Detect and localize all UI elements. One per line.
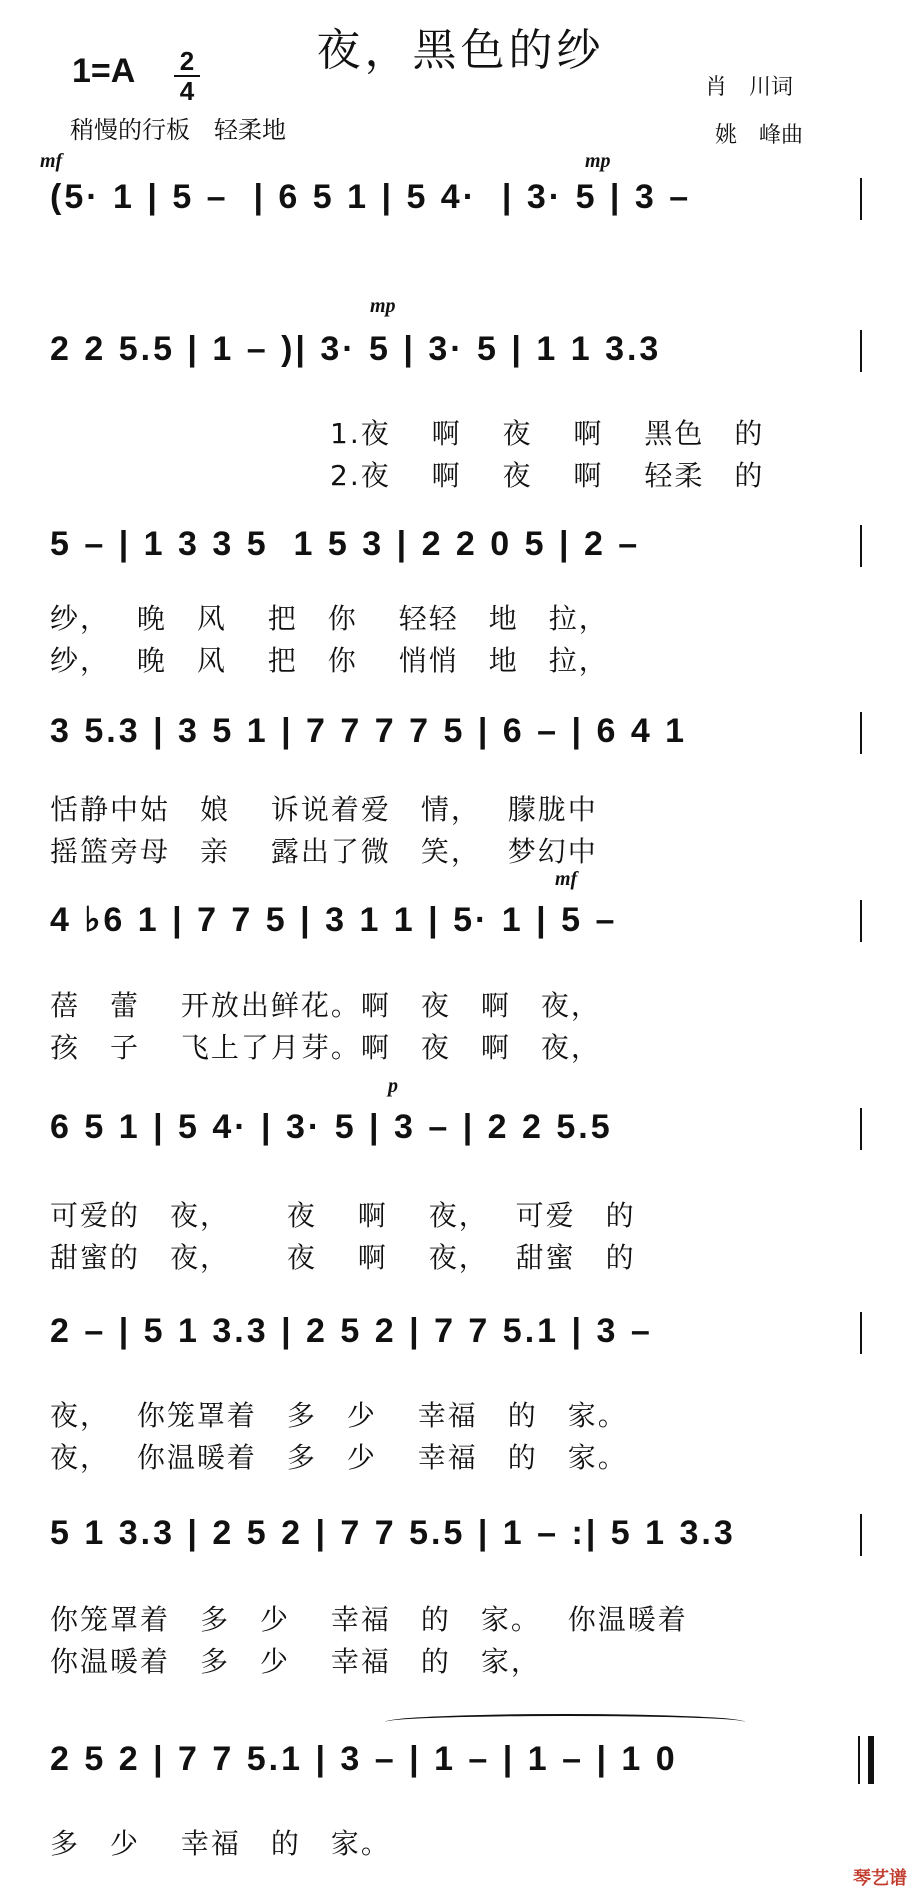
composer-credit: 姚 峰曲 — [715, 123, 804, 148]
barline — [860, 712, 862, 754]
lyric-verse-1: 夜， 你笼罩着 多 少 幸福 的 家。 — [50, 1399, 628, 1432]
volta-slur — [385, 1714, 745, 1730]
notation-line: 5 – | 1 3 3 5 1 5 3 | 2 2 0 5 | 2 – — [50, 525, 641, 563]
lyric-verse-2: 孩 子 飞上了月芽。啊 夜 啊 夜， — [50, 1031, 601, 1064]
dynamic-mark: mf — [555, 868, 578, 890]
notation-line: 6 5 1 | 5 4· | 3· 5 | 3 – | 2 2 5.5 — [50, 1108, 613, 1146]
score-system — [0, 178, 921, 278]
notation-line: 2 – | 5 1 3.3 | 2 5 2 | 7 7 5.1 | 3 – — [50, 1312, 653, 1350]
lyric-verse-2: 2.夜 啊 夜 啊 轻柔 的 — [330, 459, 765, 492]
lyric-verse-1: 蓓 蕾 开放出鲜花。啊 夜 啊 夜， — [50, 989, 601, 1022]
dynamic-mark: mp — [370, 295, 396, 317]
barline — [860, 1312, 862, 1354]
notation-line: 3 5.3 | 3 5 1 | 7 7 7 7 5 | 6 – | 6 4 1 — [50, 712, 688, 750]
notation-line: 2 2 5.5 | 1 – )| 3· 5 | 3· 5 | 1 1 3.3 — [50, 330, 662, 368]
score-system — [0, 1108, 921, 1274]
lyric-verse-2: 摇篮旁母 亲 露出了微 笑， 梦幻中 — [50, 835, 598, 868]
barline — [860, 1514, 862, 1556]
score-system — [0, 330, 921, 492]
time-signature — [172, 48, 202, 104]
score-system — [0, 525, 921, 677]
time-signature-bottom: 4 — [179, 76, 195, 106]
score-system — [0, 712, 921, 868]
song-title: 夜，黑色的纱 — [316, 25, 605, 76]
barline — [860, 330, 862, 372]
lyric-verse-1: 恬静中姑 娘 诉说着爱 情， 朦胧中 — [50, 793, 598, 826]
barline — [860, 525, 862, 567]
lyric-verse-1: 1.夜 啊 夜 啊 黑色 的 — [330, 417, 765, 450]
lyric-verse-2: 纱， 晚 风 把 你 悄悄 地 拉， — [50, 644, 609, 677]
score-system — [0, 900, 921, 1064]
lyricist-credit: 肖 川词 — [705, 75, 794, 100]
watermark-logo: 琴艺谱 — [853, 1868, 907, 1889]
notation-line: 2 5 2 | 7 7 5.1 | 3 – | 1 – | 1 – | 1 0 — [50, 1740, 678, 1778]
barline — [858, 1736, 860, 1784]
lyric-verse-1: 你笼罩着 多 少 幸福 的 家。 你温暖着 — [50, 1603, 688, 1636]
score-system — [0, 1514, 921, 1678]
lyric-verse-2: 甜蜜的 夜， 夜 啊 夜， 甜蜜 的 — [50, 1241, 636, 1274]
dynamic-mark: mf — [40, 150, 63, 172]
lyric-verse-1: 多 少 幸福 的 家。 — [50, 1827, 391, 1860]
time-signature-top: 2 — [179, 46, 195, 76]
barline — [860, 900, 862, 942]
final-barline — [868, 1736, 874, 1784]
score-system — [0, 1312, 921, 1474]
tempo-marking: 稍慢的行板 轻柔地 — [70, 116, 286, 144]
notation-line: 4 ♭6 1 | 7 7 5 | 3 1 1 | 5· 1 | 5 – — [50, 901, 618, 939]
lyric-verse-1: 纱， 晚 风 把 你 轻轻 地 拉， — [50, 602, 609, 635]
dynamic-mark: mp — [585, 150, 611, 172]
dynamic-mark: p — [388, 1075, 398, 1097]
barline — [860, 178, 862, 220]
notation-line: (5· 1 | 5 – | 6 5 1 | 5 4· | 3· 5 | 3 – — [50, 178, 704, 216]
lyric-verse-1: 可爱的 夜， 夜 啊 夜， 可爱 的 — [50, 1199, 636, 1232]
score-system — [0, 1740, 921, 1860]
lyric-verse-2: 你温暖着 多 少 幸福 的 家， — [50, 1645, 541, 1678]
barline — [860, 1108, 862, 1150]
notation-line: 5 1 3.3 | 2 5 2 | 7 7 5.5 | 1 – :| 5 1 3.3 — [50, 1514, 736, 1552]
key-signature: 1=A — [72, 52, 136, 90]
lyric-verse-2: 夜， 你温暖着 多 少 幸福 的 家。 — [50, 1441, 628, 1474]
